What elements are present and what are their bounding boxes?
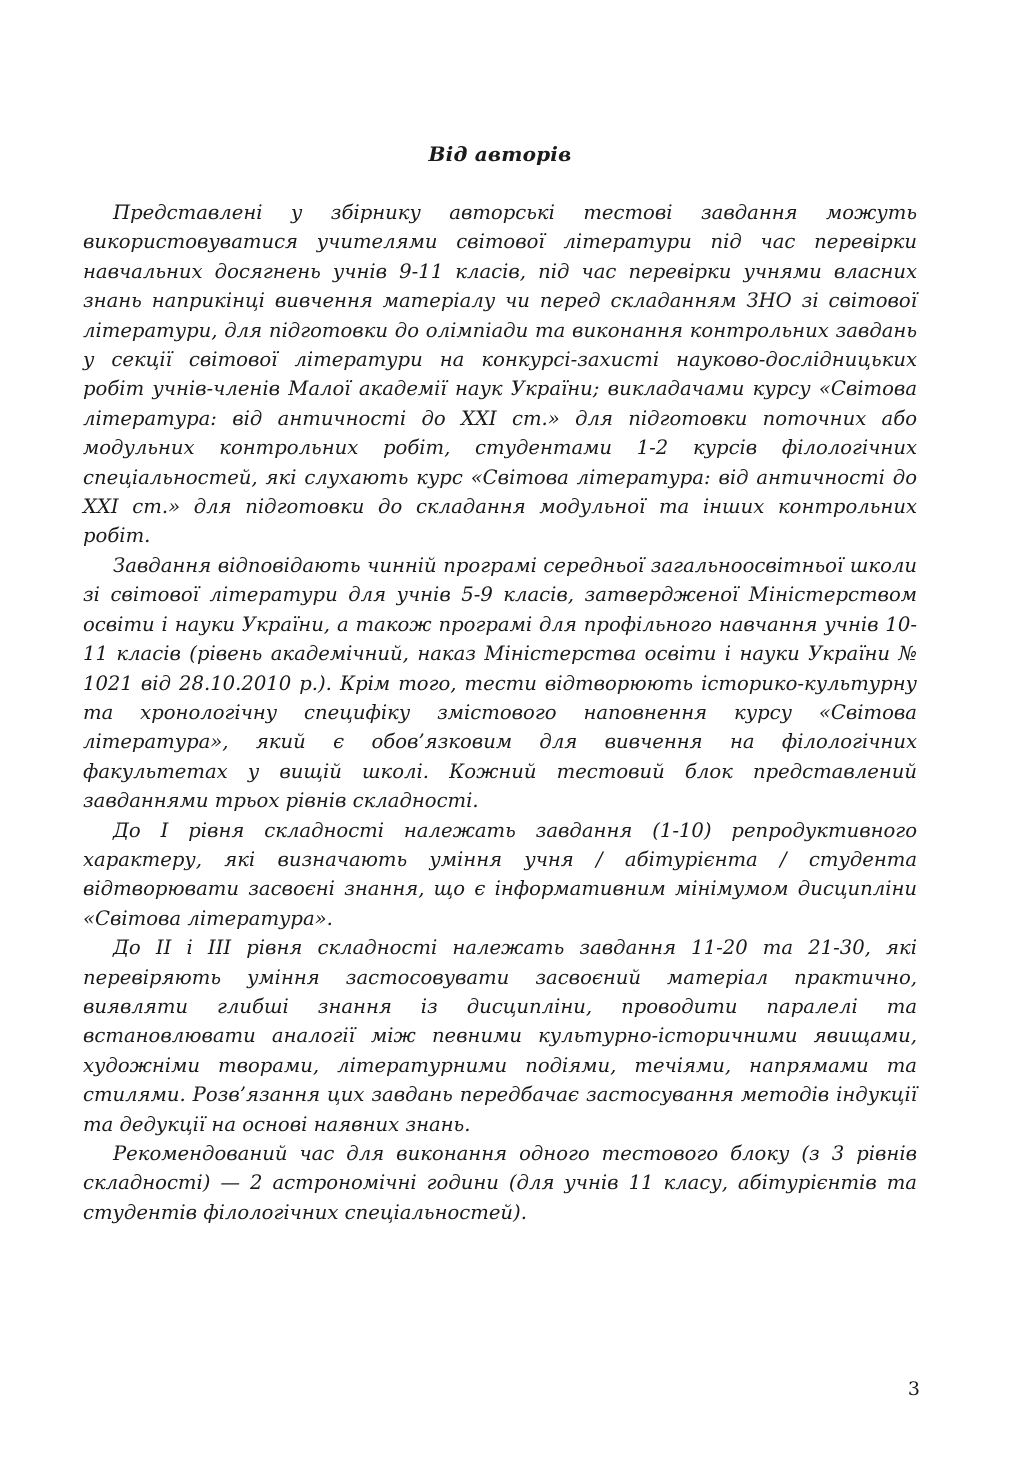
- paragraph-curriculum: Завдання відповідають чинній програмі середньої загальноосвітньої школи зі світової літератури для учнів 5-9 класів, затвердженої Міністерством освіти і науки України, а також програмі для профільного навчання учнів 10-11 класів (рівень академічний, наказ Міністерства освіти і науки України № 1021 від 28.10.2010 р.). Крім того, тести відтворюють історико-культурну та хронологічну специфіку змістового наповнення курсу «Світова література», який є обов’язковим для вивчення на філологічних факультетах у вищій школі. Кожний тестовий блок представлений завданнями трьох рівнів складності.: [83, 553, 917, 813]
- body-text: [83, 198, 917, 1227]
- paragraph-level-one: До I рівня складності належать завдання (1-10) репродуктивного характеру, які визначають уміння учня / абітурієнта / студента відтворювати засвоєні знання, що є інформативним мінімумом дисципліни «Світова література».: [83, 818, 917, 930]
- paragraph-recommended-time: Рекомендований час для виконання одного тестового блоку (з 3 рівнів складності) — 2 астрономічні години (для учнів 11 класу, абітурієнтів та студентів філологічних спеціальностей).: [83, 1142, 917, 1224]
- paragraph-levels-two-three: До II і III рівня складності належать завдання 11-20 та 21-30, які перевіряють уміння застосовувати засвоєний матеріал практично, виявляти глибші знання із дисципліни, проводити паралелі та встановлювати аналогії між певними культурно-історичними явищами, художніми творами, літературними подіями, течіями, напрямами та стилями. Розв’язання цих завдань передбачає застосування методів індукції та дедукції на основі наявних знань.: [83, 936, 917, 1136]
- paragraph-purpose: Представлені у збірнику авторські тестові завдання можуть використовуватися учителями світової літератури під час перевірки навчальних досягнень учнів 9-11 класів, під час перевірки учнями власних знань наприкінці вивчення матеріалу чи перед складанням ЗНО зі світової літератури, для підготовки до олімпіади та виконання контрольних завдань у секції світової літератури на конкурсі-захисті науково-дослідницьких робіт учнів-членів Малої академії наук України; викладачами курсу «Світова література: від античності до XXI ст.» для підготовки поточних або модульних контрольних робіт, студентами 1-2 курсів філологічних спеціальностей, які слухають курс «Світова література: від античності до XXI ст.» для підготовки до складання модульної та інших контрольних робіт.: [83, 201, 917, 548]
- page-number: 3: [907, 1378, 920, 1400]
- page-title: Від авторів: [428, 142, 572, 166]
